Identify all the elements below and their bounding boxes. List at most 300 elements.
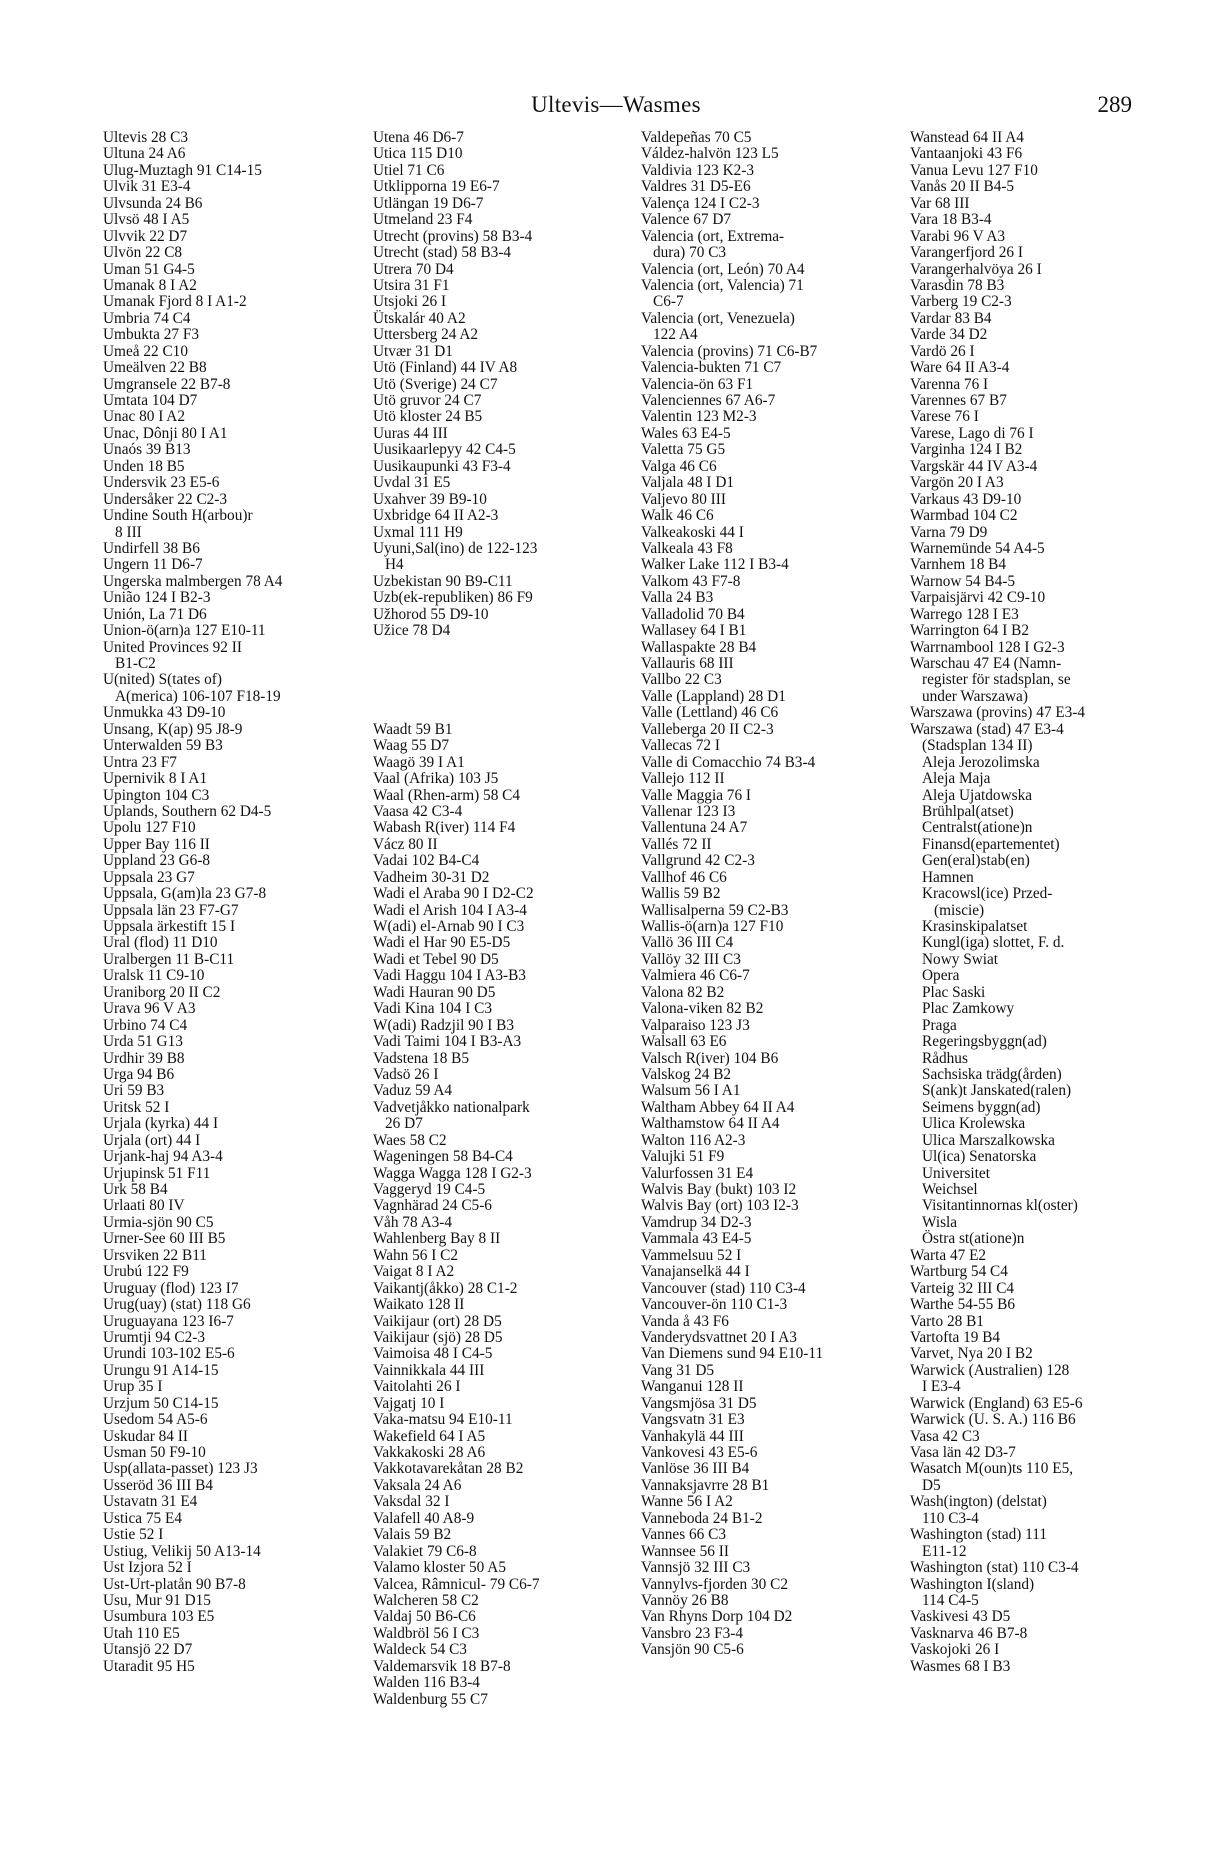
- index-entry: Upernivik 8 I A1: [103, 770, 208, 788]
- index-entry: Ustie 52 I: [103, 1526, 164, 1544]
- index-entry: Undersvik 23 E5-6: [103, 474, 220, 492]
- index-entry: Vanderydsvattnet 20 I A3: [641, 1328, 797, 1346]
- index-entry: Wallaspakte 28 B4: [641, 638, 757, 656]
- index-entry: Varese, Lago di 76 I: [910, 424, 1034, 442]
- index-entry: H4: [385, 556, 404, 574]
- index-entry: Gen(eral)stab(en): [922, 852, 1030, 870]
- index-entry: Vaikijaur (sjö) 28 D5: [373, 1328, 503, 1346]
- index-entry: Vallgrund 42 C2-3: [641, 852, 755, 870]
- index-entry: Walthamstow 64 II A4: [641, 1115, 780, 1133]
- index-entry: Vancouver (stad) 110 C3-4: [641, 1279, 806, 1297]
- index-entry: Varteig 32 III C4: [910, 1279, 1015, 1297]
- index-entry: Washington (stat) 110 C3-4: [910, 1559, 1079, 1577]
- index-entry: Vaksdal 32 I: [373, 1493, 450, 1511]
- index-entry: Ulvsunda 24 B6: [103, 194, 203, 212]
- index-entry: Waagö 39 I A1: [373, 753, 465, 771]
- index-entry: Urjupinsk 51 F11: [103, 1164, 211, 1182]
- index-entry: Umeälven 22 B8: [103, 359, 207, 377]
- index-entry: Valkeala 43 F8: [641, 539, 733, 557]
- index-entry: Vangsvatn 31 E3: [641, 1411, 745, 1429]
- index-entry: Nowy Swiat: [922, 950, 999, 968]
- index-entry: Varangerfjord 26 I: [910, 244, 1023, 262]
- index-entry: Aleja Jerozolimska: [922, 753, 1040, 771]
- index-entry: Valle (Lettland) 46 C6: [641, 704, 779, 722]
- index-entry: Vaduz 59 A4: [373, 1082, 453, 1100]
- index-entry: Utansjö 22 D7: [103, 1641, 193, 1659]
- index-entry: Walton 116 A2-3: [641, 1131, 746, 1149]
- index-entry: Valle Maggia 76 I: [641, 786, 752, 804]
- index-entry: Vaskojoki 26 I: [910, 1641, 1000, 1659]
- index-entry: Ultevis 28 C3: [103, 129, 188, 146]
- index-entry: Valdres 31 D5-E6: [641, 178, 751, 196]
- index-entry: Uplands, Southern 62 D4-5: [103, 802, 272, 820]
- index-entry: Varberg 19 C2-3: [910, 293, 1012, 311]
- index-entry: Washington I(sland): [910, 1575, 1035, 1593]
- index-entry: Vardar 83 B4: [910, 309, 992, 327]
- index-entry: Vaikantj(åkko) 28 C1-2: [373, 1279, 518, 1297]
- index-entry: Vangsmjösa 31 D5: [641, 1394, 757, 1412]
- index-entry: Walvis Bay (bukt) 103 I2: [641, 1181, 797, 1198]
- index-entry: Vansbro 23 F3-4: [641, 1624, 743, 1642]
- index-entry: Wannsee 56 II: [641, 1542, 729, 1560]
- index-entry: Unmukka 43 D9-10: [103, 704, 226, 722]
- index-entry: Valla 24 B3: [641, 589, 714, 607]
- index-entry: Waikato 128 II: [373, 1296, 465, 1314]
- index-entry: Valdivia 123 K2-3: [641, 161, 755, 179]
- index-entry: Valamo kloster 50 A5: [373, 1559, 506, 1577]
- index-entry: Vasknarva 46 B7-8: [910, 1624, 1028, 1642]
- index-entry: Vaskivesi 43 D5: [910, 1608, 1011, 1626]
- index-entry: Valujki 51 F9: [641, 1148, 725, 1166]
- index-entry: Valskog 24 B2: [641, 1065, 732, 1083]
- index-entry: Valladolid 70 B4: [641, 605, 745, 623]
- index-entry: Urga 94 B6: [103, 1065, 175, 1083]
- index-entry: Varvet, Nya 20 I B2: [910, 1345, 1033, 1363]
- index-entry: Varna 79 D9: [910, 523, 988, 541]
- index-entry: Varpaisjärvi 42 C9-10: [910, 589, 1046, 607]
- index-entry: Wadi el Har 90 E5-D5: [373, 934, 511, 952]
- index-entry: Warwick (Australien) 128: [910, 1361, 1070, 1379]
- index-entry: Vaikijaur (ort) 28 D5: [373, 1312, 502, 1330]
- index-entry: Vargskär 44 IV A3-4: [910, 457, 1038, 475]
- index-entry: Vaigat 8 I A2: [373, 1263, 455, 1281]
- index-entry: Urumtji 94 C2-3: [103, 1328, 205, 1346]
- index-entry: Urbino 74 C4: [103, 1016, 188, 1034]
- index-entry: Uxahver 39 B9-10: [373, 490, 487, 508]
- page-number: 289: [1097, 92, 1132, 117]
- index-entry: Varennes 67 B7: [910, 392, 1007, 409]
- index-entry: Vannsjö 32 III C3: [641, 1559, 751, 1577]
- index-entry: Valkeakoski 44 I: [641, 523, 744, 541]
- index-entry: Opera: [922, 967, 960, 985]
- index-entry: Uraniborg 20 II C2: [103, 983, 221, 1001]
- index-entry: Ustiug, Velikij 50 A13-14: [103, 1542, 261, 1560]
- index-entry: Valle (Lappland) 28 D1: [641, 687, 786, 705]
- page-header: [0, 92, 1232, 122]
- index-entry: Vanua Levu 127 F10: [910, 161, 1038, 179]
- index-entry: Utrecht (stad) 58 B3-4: [373, 244, 512, 262]
- index-entry: Urungu 91 A14-15: [103, 1361, 219, 1379]
- index-entry: (miscie): [934, 901, 985, 919]
- index-entry: Valcea, Râmnicul- 79 C6-7: [373, 1575, 540, 1593]
- index-entry: Uskudar 84 II: [103, 1427, 188, 1445]
- index-entry: Krasinskipalatset: [922, 918, 1028, 935]
- index-entry: Uruguay (flod) 123 I7: [103, 1279, 239, 1297]
- index-entry: Urjala (ort) 44 I: [103, 1131, 201, 1149]
- index-entry: Vammala 43 E4-5: [641, 1230, 752, 1248]
- index-entry: Valparaiso 123 J3: [641, 1016, 750, 1034]
- index-entry: Valentin 123 M2-3: [641, 408, 757, 426]
- index-entry: Wakefield 64 I A5: [373, 1427, 486, 1445]
- index-entry: Vammelsuu 52 I: [641, 1246, 742, 1264]
- index-entry: Vanda å 43 F6: [641, 1312, 729, 1330]
- index-entry: Waldeck 54 C3: [373, 1641, 467, 1659]
- index-entry: Unión, La 71 D6: [103, 605, 207, 623]
- index-entry: Vancouver-ön 110 C1-3: [641, 1296, 788, 1314]
- index-entry: Valencia (provins) 71 C6-B7: [641, 342, 818, 360]
- index-entry: Urjala (kyrka) 44 I: [103, 1115, 219, 1133]
- index-entry: Ultuna 24 A6: [103, 145, 186, 163]
- index-entry: Weichsel: [922, 1181, 978, 1198]
- index-entry: Usman 50 F9-10: [103, 1444, 206, 1461]
- index-entry: Uxmal 111 H9: [373, 523, 463, 541]
- index-entry: Vaitolahti 26 I: [373, 1378, 461, 1396]
- index-entry: Wanne 56 I A2: [641, 1493, 733, 1511]
- index-entry: Uvdal 31 E5: [373, 474, 451, 492]
- index-entry: Uppsala län 23 F7-G7: [103, 901, 239, 919]
- index-entry: Valdepeñas 70 C5: [641, 129, 752, 146]
- index-entry: Vanhakylä 44 III: [641, 1427, 744, 1445]
- index-entry: Utsjoki 26 I: [373, 293, 447, 311]
- index-entry: Varkaus 43 D9-10: [910, 490, 1022, 508]
- index-entry: Wadi el Araba 90 I D2-C2: [373, 885, 534, 903]
- index-entry: Uri 59 B3: [103, 1082, 165, 1100]
- index-entry: Walk 46 C6: [641, 507, 714, 525]
- index-entry: Valmiera 46 C6-7: [641, 967, 750, 985]
- index-entry: Waadt 59 B1: [373, 720, 453, 738]
- index-entry: Warszawa (stad) 47 E3-4: [910, 720, 1064, 738]
- index-entry: Wallis 59 B2: [641, 885, 721, 903]
- index-entry: Wales 63 E4-5: [641, 424, 731, 442]
- index-entry: Ustavatn 31 E4: [103, 1493, 198, 1511]
- index-entry: Urubú 122 F9: [103, 1263, 189, 1281]
- column-gap: [373, 689, 638, 705]
- index-entry: Umanak Fjord 8 I A1-2: [103, 293, 247, 311]
- index-entry: Varese 76 I: [910, 408, 979, 426]
- index-entry: Undersåker 22 C2-3: [103, 490, 228, 508]
- index-entry: Vara 18 B3-4: [910, 211, 992, 229]
- index-entry: Usedom 54 A5-6: [103, 1411, 208, 1429]
- index-entry: Kracowsl(ice) Przed-: [922, 885, 1053, 903]
- index-entry: Vadi Haggu 104 I A3-B3: [373, 967, 526, 985]
- index-entry: Urlaati 80 IV: [103, 1197, 185, 1215]
- index-entry: Umanak 8 I A2: [103, 276, 197, 294]
- index-column-4: [910, 130, 1210, 1675]
- index-entry: Ul(ica) Senatorska: [922, 1148, 1037, 1166]
- index-entry: Walcheren 58 C2: [373, 1591, 479, 1609]
- index-entry: Vallö 36 III C4: [641, 934, 734, 952]
- index-entry: S(ank)t Janskated(ralen): [922, 1082, 1072, 1100]
- index-entry: 110 C3-4: [922, 1509, 979, 1527]
- index-entry: Undirfell 38 B6: [103, 539, 200, 557]
- index-entry: Ungerska malmbergen 78 A4: [103, 572, 283, 590]
- index-entry: A(merica) 106-107 F18-19: [115, 687, 281, 705]
- index-entry: Uttersberg 24 A2: [373, 326, 479, 344]
- index-entry: Ulica Marszalkowska: [922, 1131, 1055, 1149]
- index-entry: Warrington 64 I B2: [910, 622, 1029, 640]
- index-entry: B1-C2: [115, 655, 156, 672]
- index-entry: Utsira 31 F1: [373, 276, 450, 294]
- index-entry: 26 D7: [385, 1115, 423, 1133]
- index-entry: Unaós 39 B13: [103, 441, 191, 459]
- index-entry: Umtata 104 D7: [103, 392, 198, 409]
- index-entry: Wadi Hauran 90 D5: [373, 983, 496, 1001]
- index-entry: Plac Saski: [922, 983, 986, 1001]
- index-entry: E11-12: [922, 1542, 967, 1560]
- index-entry: Washington (stad) 111: [910, 1526, 1047, 1544]
- index-entry: Umbria 74 C4: [103, 309, 191, 327]
- index-entry: Uxbridge 64 II A2-3: [373, 507, 499, 525]
- index-entry: Wageningen 58 B4-C4: [373, 1148, 513, 1166]
- index-entry: Vanneboda 24 B1-2: [641, 1509, 763, 1527]
- index-entry: Vannöy 26 B8: [641, 1591, 729, 1609]
- index-entry: Ust-Urt-platån 90 B7-8: [103, 1575, 246, 1593]
- index-entry: Waldbröl 56 I C3: [373, 1624, 480, 1642]
- index-entry: Uruguayana 123 I6-7: [103, 1312, 234, 1330]
- index-entry: Våh 78 A3-4: [373, 1213, 453, 1231]
- index-entry: Vaka-matsu 94 E10-11: [373, 1411, 513, 1429]
- index-entry: Wahn 56 I C2: [373, 1246, 459, 1264]
- index-entry: Warmbad 104 C2: [910, 507, 1018, 525]
- index-entry: W(adi) Radzjil 90 I B3: [373, 1016, 515, 1034]
- index-entry: Kungl(iga) slottet, F. d.: [922, 934, 1065, 952]
- index-entry: Valencia (ort, Valencia) 71: [641, 276, 804, 294]
- index-entry: Usp(allata-passet) 123 J3: [103, 1460, 258, 1478]
- index-entry: Vanlöse 36 III B4: [641, 1460, 750, 1478]
- index-entry: Vardö 26 I: [910, 342, 975, 360]
- index-entry: Valjala 48 I D1: [641, 474, 735, 492]
- index-entry: 8 III: [115, 523, 142, 541]
- index-entry: Valence 67 D7: [641, 211, 732, 229]
- index-entry: Valencia-bukten 71 C7: [641, 359, 782, 377]
- index-entry: Wanstead 64 II A4: [910, 129, 1024, 146]
- index-entry: United Provinces 92 II: [103, 638, 242, 656]
- index-entry: Warrego 128 I E3: [910, 605, 1019, 623]
- index-entry: Vang 31 D5: [641, 1361, 715, 1379]
- index-entry: Valle di Comacchio 74 B3-4: [641, 753, 816, 771]
- index-entry: Urda 51 G13: [103, 1033, 183, 1051]
- index-entry: Wasatch M(oun)ts 110 E5,: [910, 1460, 1074, 1478]
- index-entry: Usumbura 103 E5: [103, 1608, 215, 1626]
- index-entry: Valencia (ort, Extrema-: [641, 227, 785, 245]
- index-entry: Finansd(epartementet): [922, 835, 1060, 853]
- index-entry: Vanajanselkä 44 I: [641, 1263, 750, 1281]
- index-entry: Warthe 54-55 B6: [910, 1296, 1015, 1314]
- index-entry: Uralbergen 11 B-C11: [103, 950, 235, 968]
- index-entry: Valurfossen 31 E4: [641, 1164, 754, 1182]
- index-entry: Wahlenberg Bay 8 II: [373, 1230, 501, 1248]
- index-entry: Warwick (England) 63 E5-6: [910, 1394, 1083, 1412]
- index-entry: Vaasa 42 C3-4: [373, 802, 463, 820]
- index-entry: Ural (flod) 11 D10: [103, 934, 218, 952]
- index-entry: Uralsk 11 C9-10: [103, 967, 205, 985]
- index-entry: Vannaksjavrre 28 B1: [641, 1476, 770, 1494]
- index-entry: Valenciennes 67 A6-7: [641, 392, 776, 409]
- index-entry: Varangerhalvöya 26 I: [910, 260, 1042, 278]
- index-entry: Urundi 103-102 E5-6: [103, 1345, 235, 1363]
- index-entry: Union-ö(arn)a 127 E10-11: [103, 622, 266, 640]
- index-entry: Vajgatj 10 I: [373, 1394, 445, 1412]
- index-entry: Wadi el Arish 104 I A3-4: [373, 901, 527, 919]
- index-entry: register för stadsplan, se: [922, 671, 1071, 689]
- index-entry: W(adi) el-Arnab 90 I C3: [373, 918, 525, 935]
- index-entry: Valetta 75 G5: [641, 441, 726, 459]
- index-entry: Usseröd 36 III B4: [103, 1476, 214, 1494]
- index-entry: Vartofta 19 B4: [910, 1328, 1001, 1346]
- index-entry: Warta 47 E2: [910, 1246, 987, 1264]
- index-entry: Urmia-sjön 90 C5: [103, 1213, 214, 1231]
- index-entry: Urk 58 B4: [103, 1181, 168, 1198]
- index-entry: Undine South H(arbou)r: [103, 507, 253, 525]
- index-entry: Vadvetjåkko nationalpark: [373, 1098, 530, 1116]
- index-entry: Upolu 127 F10: [103, 819, 196, 837]
- index-column-2: [373, 130, 638, 1708]
- index-entry: Van Diemens sund 94 E10-11: [641, 1345, 824, 1363]
- index-entry: Vadi Taimi 104 I B3-A3: [373, 1033, 522, 1051]
- index-entry: Uusikaupunki 43 F3-4: [373, 457, 511, 475]
- index-entry: U(nited) S(tates of): [103, 671, 222, 689]
- index-entry: Varde 34 D2: [910, 326, 988, 344]
- index-entry: Valkom 43 F7-8: [641, 572, 741, 590]
- index-entry: Untra 23 F7: [103, 753, 177, 771]
- index-entry: Vaimoisa 48 I C4-5: [373, 1345, 493, 1363]
- index-entry: Wasmes 68 I B3: [910, 1657, 1011, 1675]
- column-gap: [373, 672, 638, 688]
- index-entry: Vallecas 72 I: [641, 737, 721, 755]
- index-entry: Walsall 63 E6: [641, 1033, 727, 1051]
- index-entry: Valencia (ort, León) 70 A4: [641, 260, 805, 278]
- index-entry: Sachsiska trädg(ården): [922, 1065, 1062, 1083]
- index-entry: 114 C4-5: [922, 1591, 979, 1609]
- index-entry: Urjank-haj 94 A3-4: [103, 1148, 223, 1166]
- index-entry: Utiel 71 C6: [373, 161, 445, 179]
- index-entry: Vaksala 24 A6: [373, 1476, 462, 1494]
- index-entry: Ulvön 22 C8: [103, 244, 183, 262]
- index-entry: Ursviken 22 B11: [103, 1246, 207, 1264]
- index-entry: Varasdin 78 B3: [910, 276, 1005, 294]
- index-entry: Uusikaarlepyy 42 C4-5: [373, 441, 516, 459]
- index-entry: Aleja Maja: [922, 770, 991, 788]
- index-entry: Var 68 III: [910, 194, 970, 212]
- index-entry: Utica 115 D10: [373, 145, 463, 163]
- index-entry: Vácz 80 II: [373, 835, 438, 853]
- index-entry: Wisla: [922, 1213, 958, 1231]
- index-entry: Waltham Abbey 64 II A4: [641, 1098, 795, 1116]
- index-entry: Valdaj 50 B6-C6: [373, 1608, 476, 1626]
- index-entry: Valona 82 B2: [641, 983, 725, 1001]
- index-entry: Valencia (ort, Venezuela): [641, 309, 795, 327]
- index-entry: Valona-viken 82 B2: [641, 1000, 764, 1018]
- index-entry: Vadai 102 B4-C4: [373, 852, 480, 870]
- index-entry: Uritsk 52 I: [103, 1098, 170, 1116]
- index-entry: Utö (Finland) 44 IV A8: [373, 359, 518, 377]
- index-entry: Utö (Sverige) 24 C7: [373, 375, 498, 393]
- index-entry: Valença 124 I C2-3: [641, 194, 760, 212]
- index-entry: Hamnen: [922, 868, 974, 886]
- index-entry: Uman 51 G4-5: [103, 260, 195, 278]
- index-entry: Utaradit 95 H5: [103, 1657, 195, 1675]
- index-entry: Valjevo 80 III: [641, 490, 726, 508]
- index-entry: Vallöy 32 III C3: [641, 950, 741, 968]
- index-entry: Wartburg 54 C4: [910, 1263, 1008, 1281]
- index-entry: Uuras 44 III: [373, 424, 448, 442]
- column-gap: [373, 705, 638, 721]
- index-entry: Urdhir 39 B8: [103, 1049, 185, 1067]
- index-entry: Urava 96 V A3: [103, 1000, 196, 1018]
- index-entry: Van Rhyns Dorp 104 D2: [641, 1608, 793, 1626]
- index-entry: Utrera 70 D4: [373, 260, 454, 278]
- index-entry: Valleberga 20 II C2-3: [641, 720, 774, 738]
- index-entry: Utö gruvor 24 C7: [373, 392, 482, 409]
- index-entry: Vaal (Afrika) 103 J5: [373, 770, 499, 788]
- index-entry: I E3-4: [922, 1378, 961, 1396]
- index-entry: Uppland 23 G6-8: [103, 852, 211, 870]
- index-entry: Valakiet 79 C6-8: [373, 1542, 477, 1560]
- index-entry: Varenna 76 I: [910, 375, 989, 393]
- index-entry: Utvær 31 D1: [373, 342, 453, 360]
- index-entry: Warwick (U. S. A.) 116 B6: [910, 1411, 1076, 1429]
- index-entry: Brühlpal(atset): [922, 802, 1014, 820]
- index-entry: Ustica 75 E4: [103, 1509, 183, 1527]
- index-entry: Aleja Ujatdowska: [922, 786, 1033, 804]
- index-entry: Östra st(atione)n: [922, 1230, 1025, 1248]
- index-entry: Vallbo 22 C3: [641, 671, 722, 689]
- index-entry: Uppsala 23 G7: [103, 868, 195, 886]
- index-entry: Užice 78 D4: [373, 622, 451, 640]
- index-column-3: [641, 130, 906, 1659]
- index-entry: Vasa län 42 D3-7: [910, 1444, 1016, 1461]
- index-entry: Vannes 66 C3: [641, 1526, 726, 1544]
- index-entry: under Warszawa): [922, 687, 1028, 705]
- index-entry: Varnhem 18 B4: [910, 556, 1007, 574]
- index-entry: Universitet: [922, 1164, 990, 1182]
- index-entry: Unsang, K(ap) 95 J8-9: [103, 720, 243, 738]
- index-entry: Centralst(atione)n: [922, 819, 1033, 837]
- index-entry: Valdemarsvik 18 B7-8: [373, 1657, 511, 1675]
- index-entry: Wadi et Tebel 90 D5: [373, 950, 499, 968]
- index-entry: Ulug-Muztagh 91 C14-15: [103, 161, 262, 179]
- index-entry: Umeå 22 C10: [103, 342, 188, 360]
- index-entry: Ust Izjora 52 I: [103, 1559, 192, 1577]
- index-entry: Warnow 54 B4-5: [910, 572, 1015, 590]
- index-entry: Vallhof 46 C6: [641, 868, 727, 886]
- index-entry: Unden 18 B5: [103, 457, 185, 475]
- index-entry: Vainnikkala 44 III: [373, 1361, 485, 1379]
- index-entry: Uppsala, G(am)la 23 G7-8: [103, 885, 267, 903]
- index-entry: Vadi Kina 104 I C3: [373, 1000, 492, 1018]
- index-entry: Vargön 20 I A3: [910, 474, 1004, 492]
- index-entry: Utena 46 D6-7: [373, 129, 464, 146]
- index-entry: Ulvvik 22 D7: [103, 227, 188, 245]
- index-entry: Waldenburg 55 C7: [373, 1690, 488, 1708]
- index-entry: Ungern 11 D6-7: [103, 556, 203, 574]
- index-entry: Regeringsbyggn(ad): [922, 1033, 1047, 1051]
- index-entry: Valsch R(iver) 104 B6: [641, 1049, 779, 1067]
- index-entry: Warszawa (provins) 47 E3-4: [910, 704, 1086, 722]
- index-entry: Wanganui 128 II: [641, 1378, 744, 1396]
- index-entry: 122 A4: [653, 326, 698, 344]
- index-entry: Vakkakoski 28 A6: [373, 1444, 486, 1461]
